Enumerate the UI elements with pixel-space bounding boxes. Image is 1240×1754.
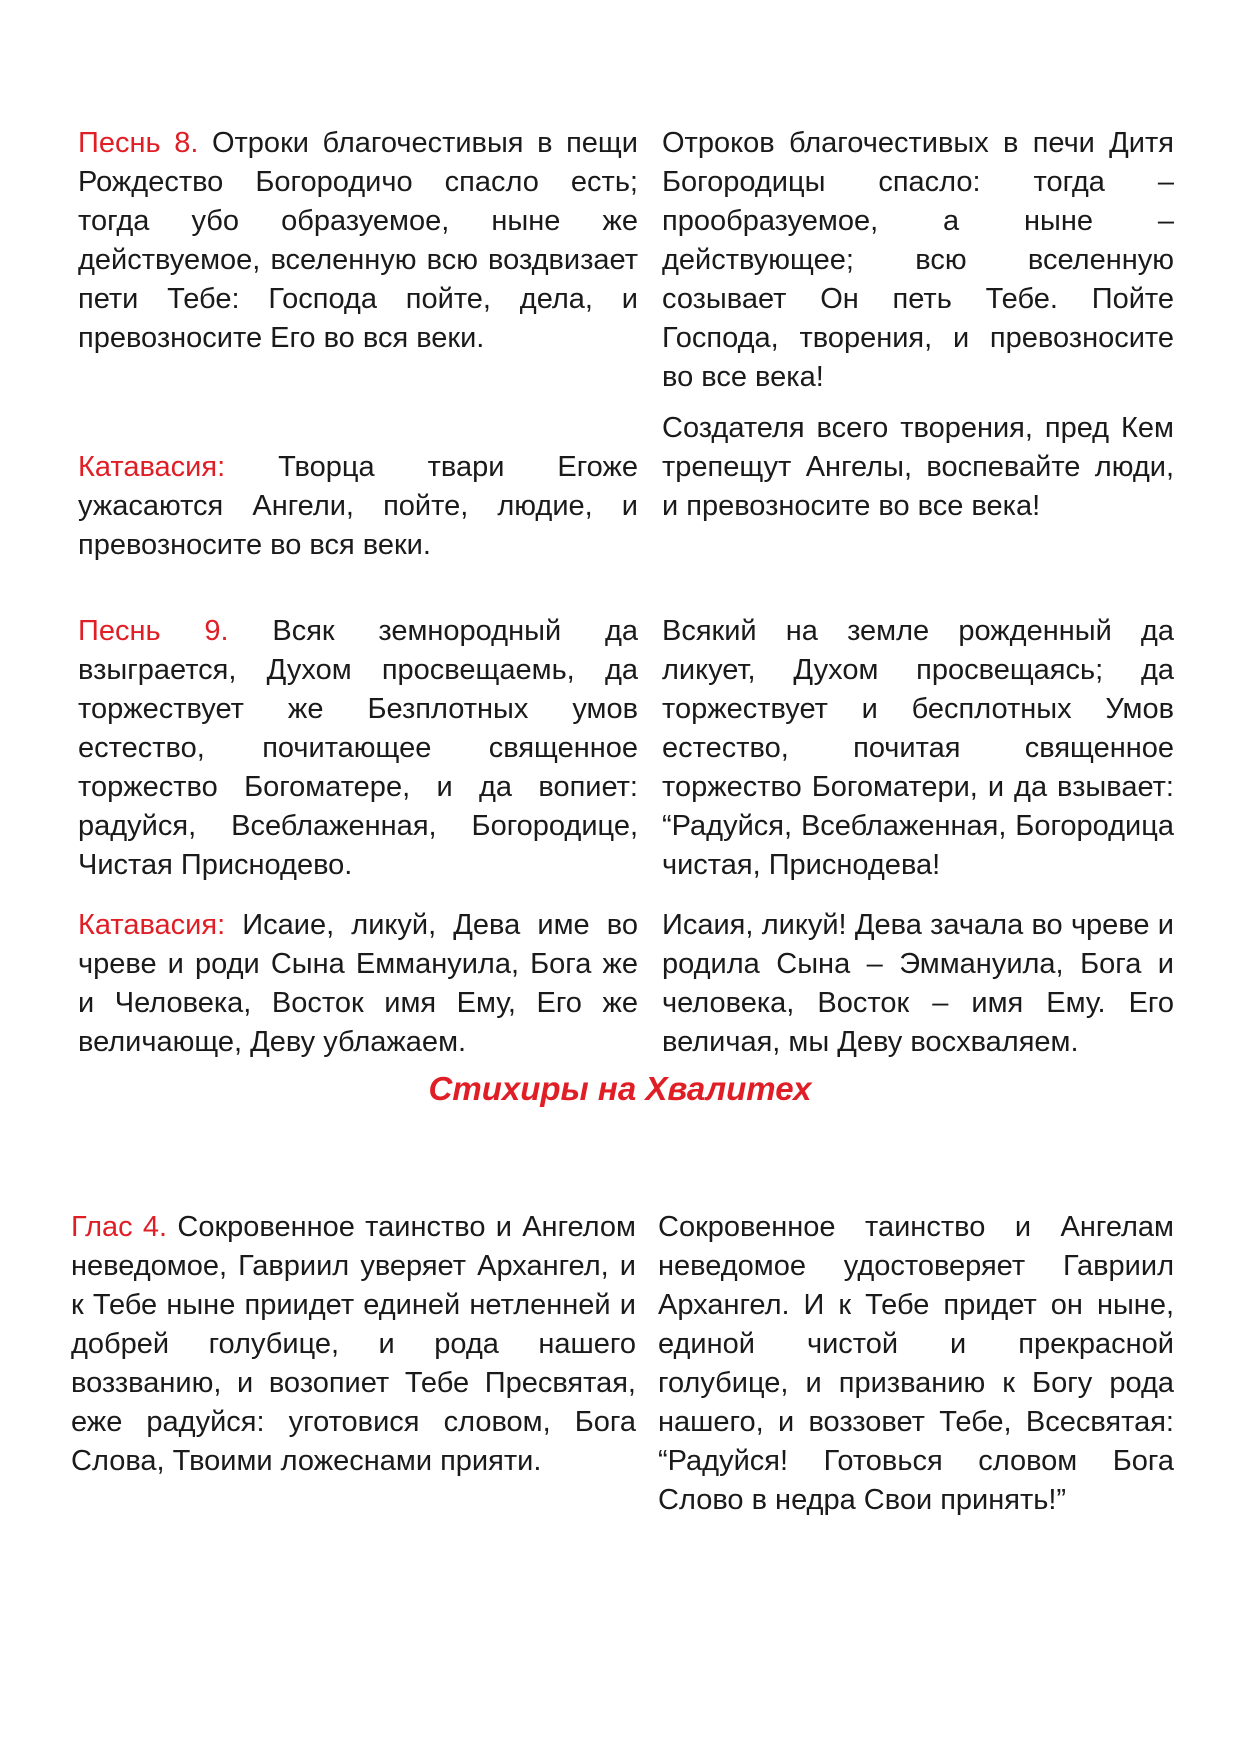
katavasia-1-label: Катавасия: [78, 451, 279, 483]
song-8-russian [662, 124, 1174, 397]
song-8-slavonic-text: Отроки благочестивыя в пещи Рождество Богородичо спасло есть; тогда убо образуемое, ныне же действуемое, вселенную всю воздвизает пети Тебе: Господа пойте, дела, и превозносите Его во вся веки. [78, 127, 638, 354]
glas-4-slavonic-text: Сокровенное таинство и Ангелом неведомое, Гавриил уверяет Архангел, и к Тебе ныне приидет единей нетленней и добрей голубице, и рода нашего воззванию, и возопиет Тебе Пресвятая, еже радуйся: уготовися словом, Бога Слова, Твоими ложеснами прияти. [71, 1211, 636, 1477]
song-9-slavonic [78, 612, 638, 885]
katavasia-2-russian-text: Исаия, ликуй! Дева зачала во чреве и родила Сына – Эммануила, Бога и человека, Восток – имя Ему. Его величая, мы Деву восхваляем. [662, 909, 1174, 1058]
song-9-label: Песнь 9. [78, 615, 273, 647]
katavasia-1-slavonic [78, 448, 638, 565]
katavasia-1-slavonic-text: Творца твари Егоже ужасаются Ангели, пойте, людие, и превозносите во вся веки. [78, 451, 638, 561]
glas-4-russian-text: Сокровенное таинство и Ангелам неведомое удостоверяет Гавриил Архангел. И к Тебе придет он ныне, единой чистой и прекрасной голубице, и призванию к Богу рода нашего, и воззовет Тебе, Всесвятая: “Радуйся! Готовься словом Бога Слово в недра Свои принять!” [658, 1211, 1174, 1516]
katavasia-2-slavonic [78, 906, 638, 1062]
katavasia-2-label: Катавасия: [78, 909, 243, 941]
song-9-russian [662, 612, 1174, 885]
song-8-label: Песнь 8. [78, 127, 212, 159]
katavasia-1-russian [662, 409, 1174, 526]
glas-4-label: Глас 4. [71, 1211, 178, 1243]
glas-4-slavonic [71, 1208, 636, 1481]
katavasia-2-russian [662, 906, 1174, 1062]
song-8-russian-text: Отроков благочестивых в печи Дитя Богородицы спасло: тогда – прообразуемое, а ныне – действующее; всю вселенную созывает Он петь Тебе. Пойте Господа, творения, и превозносите во все века! [662, 127, 1174, 393]
glas-4-russian [658, 1208, 1174, 1520]
katavasia-1-russian-text: Создателя всего творения, пред Кем трепещут Ангелы, воспевайте люди, и превозносите во все века! [662, 412, 1174, 522]
section-title: Стихиры на Хвалитех [428, 1070, 812, 1107]
song-9-slavonic-text: Всяк земнородный да взыграется, Духом просвещаемь, да торжествует же Безплотных умов естество, почитающее священное торжество Богоматере, и да вопиет: радуйся, Всеблаженная, Богородице, Чистая Приснодево. [78, 615, 638, 881]
song-8-slavonic [78, 124, 638, 358]
song-9-russian-text: Всякий на земле рожденный да ликует, Духом просвещаясь; да торжествует и бесплотных Умов естество, почитая священное торжество Богоматери, и да взывает: “Радуйся, Всеблаженная, Богородица чистая, Приснодева! [662, 615, 1174, 881]
katavasia-2-slavonic-text: Исаие, ликуй, Дева име во чреве и роди Сына Еммануила, Бога же и Человека, Восток имя Ему, Его же величающе, Деву ублажаем. [78, 909, 638, 1058]
